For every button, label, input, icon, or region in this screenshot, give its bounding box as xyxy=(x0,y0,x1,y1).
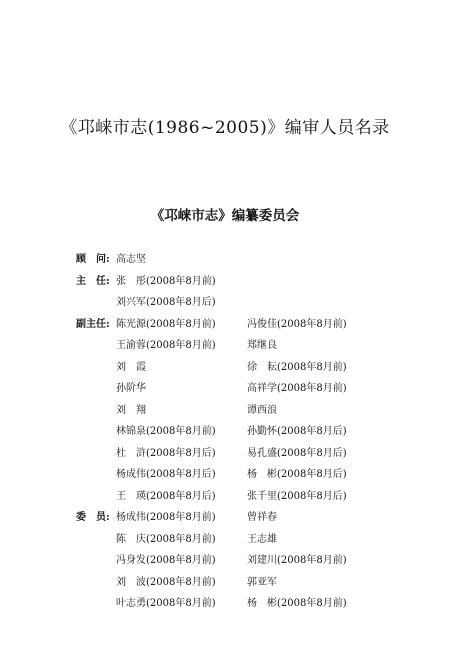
member-name: 杨成伟(2008年8月前) xyxy=(116,512,216,523)
main-title: 《邛崃市志(1986~2005)》编审人员名录 xyxy=(60,118,390,138)
member-name: 郑继良 xyxy=(247,340,277,351)
member-row xyxy=(0,574,450,592)
member-name: 曾祥春 xyxy=(247,512,277,523)
member-name: 叶志勇(2008年8月前) xyxy=(116,598,216,609)
member-name: 王 瑛(2008年8月后) xyxy=(116,491,216,502)
member-name: 易孔盛(2008年8月后) xyxy=(247,448,347,459)
member-row xyxy=(0,531,450,549)
member-row xyxy=(0,273,450,291)
member-name: 孙勤怀(2008年8月后) xyxy=(247,426,347,437)
member-row xyxy=(0,466,450,484)
member-row xyxy=(0,316,450,334)
member-name: 孙阶华 xyxy=(116,383,146,394)
member-name: 刘兴军(2008年8月后) xyxy=(116,297,216,308)
member-name: 刘 霞 xyxy=(116,362,146,373)
member-name: 陈光源(2008年8月前) xyxy=(116,319,216,330)
role-label: 顾 问: xyxy=(76,254,110,265)
member-row xyxy=(0,445,450,463)
member-row xyxy=(0,423,450,441)
member-row xyxy=(0,488,450,506)
member-row xyxy=(0,359,450,377)
member-name: 郭亚军 xyxy=(247,577,277,588)
member-name: 杨成伟(2008年8月后) xyxy=(116,469,216,480)
member-row xyxy=(0,380,450,398)
role-label: 副主任: xyxy=(76,319,110,330)
member-row xyxy=(0,595,450,613)
member-name: 张千里(2008年8月后) xyxy=(247,491,347,502)
member-row xyxy=(0,552,450,570)
member-name: 刘 波(2008年8月前) xyxy=(116,577,216,588)
member-name: 冯身发(2008年8月前) xyxy=(116,555,216,566)
member-name: 杨 彬(2008年8月前) xyxy=(247,598,347,609)
member-row xyxy=(0,402,450,420)
member-name: 冯俊佳(2008年8月前) xyxy=(247,319,347,330)
member-row xyxy=(0,251,450,269)
member-name: 王志雄 xyxy=(247,534,277,545)
role-label: 主 任: xyxy=(76,276,110,287)
member-name: 王渝蓉(2008年8月前) xyxy=(116,340,216,351)
member-name: 杨 彬(2008年8月后) xyxy=(247,469,347,480)
member-name: 张 彤(2008年8月前) xyxy=(116,276,216,287)
member-name: 高志坚 xyxy=(116,254,146,265)
member-row xyxy=(0,509,450,527)
member-name: 刘建川(2008年8月前) xyxy=(247,555,347,566)
member-name: 林锦泉(2008年8月前) xyxy=(116,426,216,437)
member-name: 刘 翔 xyxy=(116,405,146,416)
member-row xyxy=(0,294,450,312)
member-name: 陈 庆(2008年8月前) xyxy=(116,534,216,545)
member-name: 谭西浪 xyxy=(247,405,277,416)
role-label: 委 员: xyxy=(76,512,110,523)
member-name: 杜 浒(2008年8月后) xyxy=(116,448,216,459)
member-name: 徐 耘(2008年8月前) xyxy=(247,362,347,373)
member-row xyxy=(0,337,450,355)
committee-title: 《邛崃市志》编纂委员会 xyxy=(150,208,300,224)
member-name: 高祥学(2008年8月前) xyxy=(247,383,347,394)
